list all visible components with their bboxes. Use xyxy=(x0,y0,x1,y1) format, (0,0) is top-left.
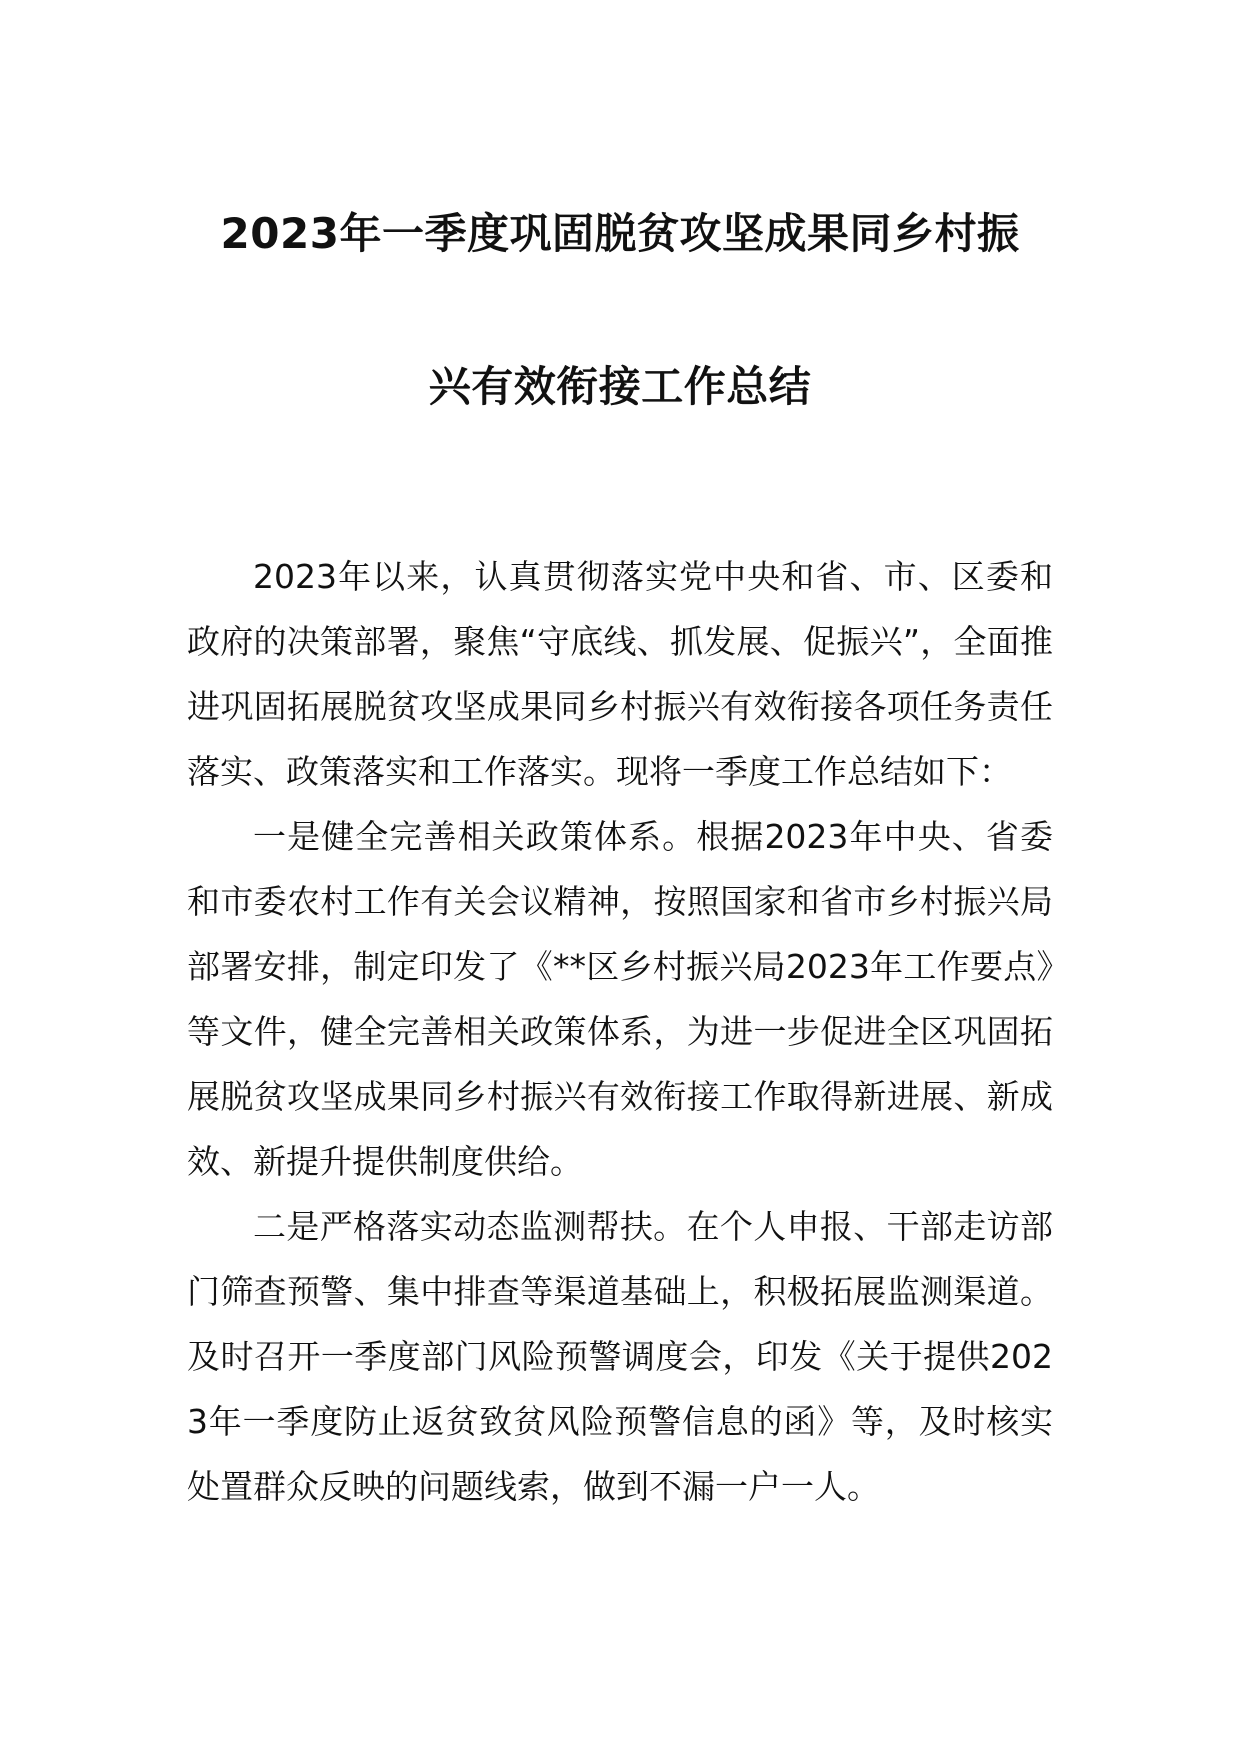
document-body xyxy=(187,544,1053,1519)
paragraph-monitoring-assistance: 二是严格落实动态监测帮扶。在个人申报、干部走访部门筛查预警、集中排查等渠道基础上，积极拓展监测渠道。及时召开一季度部门风险预警调度会，印发《关于提供2023年一季度防止返贫致贫风险预警信息的函》等，及时核实处置群众反映的问题线索，做到不漏一户一人。 xyxy=(187,1207,1053,1506)
paragraph-intro: 2023年以来，认真贯彻落实党中央和省、市、区委和政府的决策部署，聚焦“守底线、抓发展、促振兴”，全面推进巩固拓展脱贫攻坚成果同乡村振兴有效衔接各项任务责任落实、政策落实和工作落实。现将一季度工作总结如下： xyxy=(187,557,1053,791)
document-title-line-1: 2023年一季度巩固脱贫攻坚成果同乡村振 xyxy=(220,209,1020,258)
paragraph-policy-system: 一是健全完善相关政策体系。根据2023年中央、省委和市委农村工作有关会议精神，按照国家和省市乡村振兴局部署安排，制定印发了《**区乡村振兴局2023年工作要点》等文件，健全完善相关政策体系，为进一步促进全区巩固拓展脱贫攻坚成果同乡村振兴有效衔接工作取得新进展、新成效、新提升提供制度供给。 xyxy=(187,817,1053,1181)
document-title-line-2: 兴有效衔接工作总结 xyxy=(428,362,812,411)
